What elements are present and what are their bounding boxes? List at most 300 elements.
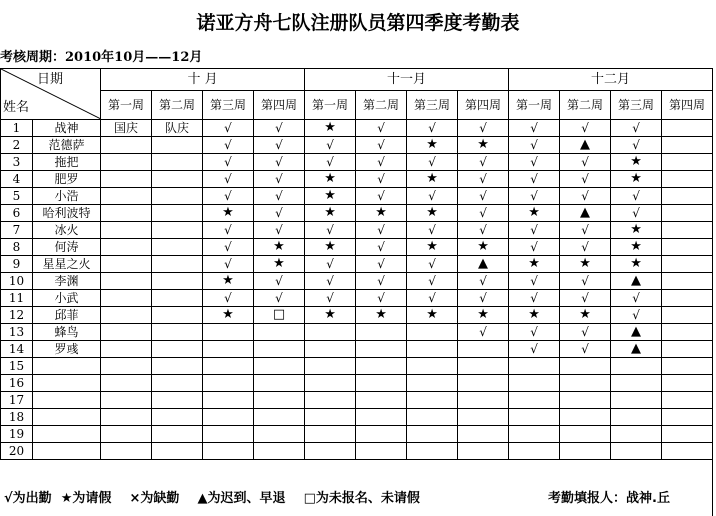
attendance-cell: ★	[407, 171, 458, 188]
member-name: 罗彧	[33, 341, 101, 358]
week-header: 第四周	[254, 91, 305, 120]
attendance-cell	[254, 443, 305, 460]
attendance-cell: ▲	[458, 256, 509, 273]
attendance-cell	[101, 426, 152, 443]
week-header: 第一周	[509, 91, 560, 120]
attendance-cell: ▲	[560, 137, 611, 154]
attendance-cell: ★	[254, 256, 305, 273]
attendance-cell: ★	[203, 205, 254, 222]
attendance-cell: √	[509, 290, 560, 307]
assessment-period: 考核周期：2010年10月——12月	[0, 50, 203, 65]
attendance-table	[0, 68, 713, 460]
attendance-cell	[101, 137, 152, 154]
sheet-right-border	[712, 68, 713, 516]
row-number: 12	[1, 307, 33, 324]
attendance-cell	[662, 307, 713, 324]
attendance-cell: √	[254, 154, 305, 171]
attendance-cell	[662, 443, 713, 460]
attendance-cell: √	[356, 120, 407, 137]
attendance-cell	[101, 154, 152, 171]
member-name: 范德萨	[33, 137, 101, 154]
attendance-cell: √	[509, 341, 560, 358]
attendance-cell	[254, 409, 305, 426]
attendance-cell	[662, 290, 713, 307]
attendance-cell	[356, 375, 407, 392]
attendance-cell	[662, 120, 713, 137]
member-name: 星星之火	[33, 256, 101, 273]
attendance-cell: ★	[203, 273, 254, 290]
attendance-cell	[662, 239, 713, 256]
table-row	[1, 171, 713, 188]
week-header: 第三周	[203, 91, 254, 120]
member-name: 何涛	[33, 239, 101, 256]
attendance-cell	[101, 188, 152, 205]
attendance-cell	[152, 188, 203, 205]
attendance-cell: √	[254, 205, 305, 222]
attendance-cell: √	[458, 188, 509, 205]
attendance-cell: √	[509, 222, 560, 239]
attendance-cell	[407, 375, 458, 392]
attendance-cell: ▲	[611, 273, 662, 290]
row-number: 8	[1, 239, 33, 256]
attendance-cell	[458, 443, 509, 460]
attendance-cell	[611, 358, 662, 375]
attendance-cell: √	[560, 171, 611, 188]
attendance-cell: √	[560, 290, 611, 307]
attendance-cell: □	[254, 307, 305, 324]
table-row	[1, 409, 713, 426]
attendance-cell: √	[254, 171, 305, 188]
attendance-cell: ★	[509, 256, 560, 273]
attendance-cell: √	[203, 188, 254, 205]
table-row	[1, 358, 713, 375]
attendance-cell: √	[254, 290, 305, 307]
attendance-cell	[203, 324, 254, 341]
attendance-cell	[101, 375, 152, 392]
attendance-cell: √	[356, 154, 407, 171]
row-number: 18	[1, 409, 33, 426]
attendance-cell	[152, 307, 203, 324]
attendance-cell	[356, 341, 407, 358]
row-number: 19	[1, 426, 33, 443]
row-number: 16	[1, 375, 33, 392]
table-row	[1, 426, 713, 443]
attendance-cell: ★	[611, 171, 662, 188]
attendance-cell: √	[305, 154, 356, 171]
attendance-cell	[560, 375, 611, 392]
attendance-cell: √	[458, 120, 509, 137]
attendance-cell: 队庆	[152, 120, 203, 137]
member-name: 战神	[33, 120, 101, 137]
attendance-cell: √	[254, 137, 305, 154]
table-row	[1, 273, 713, 290]
row-number: 13	[1, 324, 33, 341]
attendance-cell: √	[458, 290, 509, 307]
attendance-cell	[101, 324, 152, 341]
table-row	[1, 205, 713, 222]
table-row	[1, 341, 713, 358]
attendance-cell	[305, 358, 356, 375]
table-row	[1, 222, 713, 239]
attendance-cell: √	[509, 273, 560, 290]
attendance-cell	[203, 409, 254, 426]
attendance-cell	[305, 409, 356, 426]
attendance-cell: ★	[611, 154, 662, 171]
attendance-cell	[101, 409, 152, 426]
member-name: 蜂鸟	[33, 324, 101, 341]
week-header: 第一周	[305, 91, 356, 120]
attendance-cell: √	[254, 222, 305, 239]
attendance-cell	[305, 341, 356, 358]
attendance-cell	[203, 426, 254, 443]
attendance-cell	[254, 324, 305, 341]
table-row	[1, 256, 713, 273]
attendance-cell: √	[458, 171, 509, 188]
attendance-cell	[611, 375, 662, 392]
attendance-cell	[254, 341, 305, 358]
attendance-cell: √	[509, 171, 560, 188]
attendance-cell	[407, 324, 458, 341]
table-row	[1, 307, 713, 324]
attendance-cell	[152, 290, 203, 307]
row-number: 4	[1, 171, 33, 188]
table-row	[1, 443, 713, 460]
attendance-cell	[254, 392, 305, 409]
attendance-cell	[101, 222, 152, 239]
attendance-cell: √	[509, 188, 560, 205]
attendance-cell	[203, 392, 254, 409]
attendance-cell: ★	[305, 171, 356, 188]
attendance-cell: √	[509, 120, 560, 137]
row-number: 6	[1, 205, 33, 222]
attendance-cell: √	[611, 290, 662, 307]
attendance-cell	[509, 375, 560, 392]
attendance-cell	[101, 205, 152, 222]
row-number: 10	[1, 273, 33, 290]
attendance-cell	[662, 137, 713, 154]
month-header-oct: 十 月	[101, 69, 305, 91]
row-number: 1	[1, 120, 33, 137]
attendance-cell: √	[305, 290, 356, 307]
attendance-cell	[509, 392, 560, 409]
week-header: 第二周	[356, 91, 407, 120]
attendance-cell: √	[407, 273, 458, 290]
member-name: 拖把	[33, 154, 101, 171]
attendance-cell: √	[560, 188, 611, 205]
member-name: 哈利波特	[33, 205, 101, 222]
attendance-cell: ▲	[611, 341, 662, 358]
member-name: 小武	[33, 290, 101, 307]
table-row	[1, 188, 713, 205]
attendance-cell: √	[458, 324, 509, 341]
attendance-cell: √	[611, 120, 662, 137]
attendance-cell	[458, 358, 509, 375]
attendance-cell	[254, 358, 305, 375]
attendance-cell	[356, 392, 407, 409]
attendance-cell	[152, 137, 203, 154]
attendance-cell	[101, 273, 152, 290]
member-name	[33, 409, 101, 426]
attendance-cell	[407, 443, 458, 460]
attendance-cell	[152, 324, 203, 341]
attendance-cell	[662, 205, 713, 222]
attendance-cell: √	[407, 222, 458, 239]
attendance-cell	[611, 409, 662, 426]
attendance-cell	[560, 358, 611, 375]
row-number: 20	[1, 443, 33, 460]
month-header-nov: 十一月	[305, 69, 509, 91]
attendance-cell: ★	[458, 307, 509, 324]
attendance-cell: √	[509, 324, 560, 341]
attendance-cell: ▲	[560, 205, 611, 222]
attendance-cell: ★	[305, 239, 356, 256]
attendance-cell	[560, 409, 611, 426]
week-header: 第二周	[560, 91, 611, 120]
attendance-cell: √	[305, 256, 356, 273]
attendance-cell: √	[611, 205, 662, 222]
table-row	[1, 324, 713, 341]
attendance-cell	[152, 239, 203, 256]
attendance-cell	[662, 358, 713, 375]
attendance-cell	[662, 341, 713, 358]
row-number: 5	[1, 188, 33, 205]
attendance-cell	[101, 358, 152, 375]
attendance-cell: ★	[611, 222, 662, 239]
attendance-cell: ★	[560, 307, 611, 324]
attendance-cell: √	[458, 222, 509, 239]
legend-late: ▲为迟到、早退	[197, 491, 286, 506]
row-number: 15	[1, 358, 33, 375]
attendance-cell: √	[407, 188, 458, 205]
attendance-cell	[662, 171, 713, 188]
week-header: 第二周	[152, 91, 203, 120]
attendance-cell: √	[356, 256, 407, 273]
attendance-cell	[662, 273, 713, 290]
row-number: 11	[1, 290, 33, 307]
attendance-cell: ★	[305, 188, 356, 205]
attendance-cell: ★	[305, 205, 356, 222]
attendance-cell	[101, 290, 152, 307]
attendance-cell	[560, 426, 611, 443]
reporter: 考勤填报人：战神.丘	[548, 491, 670, 506]
attendance-cell	[458, 426, 509, 443]
attendance-cell: ★	[407, 205, 458, 222]
attendance-cell	[407, 426, 458, 443]
attendance-cell: ★	[356, 307, 407, 324]
attendance-cell	[101, 171, 152, 188]
week-header: 第三周	[611, 91, 662, 120]
attendance-cell	[509, 443, 560, 460]
attendance-cell	[203, 358, 254, 375]
attendance-cell: √	[356, 273, 407, 290]
attendance-cell: √	[560, 120, 611, 137]
member-name: 冰火	[33, 222, 101, 239]
attendance-cell: √	[407, 290, 458, 307]
attendance-cell: √	[407, 120, 458, 137]
attendance-cell: √	[356, 188, 407, 205]
attendance-cell: √	[356, 222, 407, 239]
attendance-cell	[662, 375, 713, 392]
attendance-cell	[152, 205, 203, 222]
attendance-cell: √	[203, 120, 254, 137]
week-header: 第一周	[101, 91, 152, 120]
attendance-cell	[305, 426, 356, 443]
attendance-cell: √	[203, 171, 254, 188]
week-header: 第四周	[458, 91, 509, 120]
attendance-cell	[152, 273, 203, 290]
member-name: 肥罗	[33, 171, 101, 188]
attendance-cell: √	[254, 188, 305, 205]
attendance-cell: ★	[254, 239, 305, 256]
member-name	[33, 392, 101, 409]
attendance-cell: ★	[458, 239, 509, 256]
attendance-cell: ★	[203, 307, 254, 324]
attendance-cell: √	[611, 137, 662, 154]
attendance-cell	[254, 426, 305, 443]
attendance-cell	[458, 392, 509, 409]
row-number: 14	[1, 341, 33, 358]
attendance-cell	[101, 307, 152, 324]
attendance-cell: √	[407, 256, 458, 273]
attendance-cell: √	[509, 154, 560, 171]
attendance-cell: √	[509, 239, 560, 256]
attendance-cell	[101, 239, 152, 256]
attendance-cell	[662, 426, 713, 443]
attendance-cell	[152, 426, 203, 443]
row-number: 17	[1, 392, 33, 409]
attendance-cell	[662, 222, 713, 239]
legend-leave: ★为请假	[60, 491, 112, 506]
attendance-cell: √	[305, 137, 356, 154]
attendance-cell: √	[203, 290, 254, 307]
attendance-cell	[101, 256, 152, 273]
attendance-cell	[611, 392, 662, 409]
attendance-cell	[203, 443, 254, 460]
member-name	[33, 426, 101, 443]
attendance-cell	[458, 341, 509, 358]
attendance-cell	[152, 443, 203, 460]
table-row	[1, 290, 713, 307]
attendance-cell: ★	[305, 307, 356, 324]
attendance-cell	[560, 392, 611, 409]
table-row	[1, 392, 713, 409]
attendance-cell	[356, 358, 407, 375]
attendance-cell	[305, 324, 356, 341]
attendance-cell: ★	[611, 239, 662, 256]
attendance-cell: √	[305, 273, 356, 290]
attendance-cell: 国庆	[101, 120, 152, 137]
attendance-cell	[152, 409, 203, 426]
attendance-cell: ★	[407, 239, 458, 256]
attendance-cell: √	[407, 154, 458, 171]
member-name: 邱菲	[33, 307, 101, 324]
attendance-cell	[662, 154, 713, 171]
attendance-cell: √	[458, 273, 509, 290]
name-header: 姓名	[3, 100, 30, 115]
attendance-cell	[305, 392, 356, 409]
attendance-cell: ★	[305, 120, 356, 137]
attendance-cell	[101, 392, 152, 409]
attendance-cell	[611, 443, 662, 460]
month-header-dec: 十二月	[509, 69, 713, 91]
attendance-cell: √	[254, 273, 305, 290]
attendance-cell: √	[203, 239, 254, 256]
attendance-cell	[407, 392, 458, 409]
attendance-cell	[152, 358, 203, 375]
attendance-cell: ▲	[611, 324, 662, 341]
attendance-cell: √	[560, 154, 611, 171]
attendance-cell	[356, 443, 407, 460]
attendance-cell: ★	[560, 256, 611, 273]
attendance-cell: ★	[407, 137, 458, 154]
attendance-cell: √	[203, 256, 254, 273]
attendance-cell: ★	[407, 307, 458, 324]
attendance-cell	[305, 375, 356, 392]
member-name: 李渊	[33, 273, 101, 290]
attendance-cell: √	[203, 222, 254, 239]
table-row	[1, 154, 713, 171]
row-number: 9	[1, 256, 33, 273]
week-header: 第三周	[407, 91, 458, 120]
page-title: 诺亚方舟七队注册队员第四季度考勤表	[196, 12, 520, 34]
attendance-cell: √	[356, 137, 407, 154]
attendance-cell	[662, 324, 713, 341]
legend-present: √为出勤	[4, 491, 52, 506]
attendance-cell	[305, 443, 356, 460]
attendance-cell	[203, 341, 254, 358]
legend-absent: ×为缺勤	[129, 491, 180, 506]
attendance-cell: √	[611, 307, 662, 324]
table-row	[1, 239, 713, 256]
attendance-cell	[458, 409, 509, 426]
attendance-cell: √	[356, 239, 407, 256]
attendance-cell	[356, 426, 407, 443]
attendance-cell	[152, 256, 203, 273]
attendance-cell: √	[560, 324, 611, 341]
attendance-cell	[152, 375, 203, 392]
attendance-cell: √	[560, 239, 611, 256]
table-row	[1, 375, 713, 392]
attendance-cell: √	[356, 290, 407, 307]
attendance-cell	[662, 188, 713, 205]
attendance-cell: √	[458, 154, 509, 171]
attendance-cell	[458, 375, 509, 392]
attendance-cell	[509, 358, 560, 375]
header-corner	[1, 69, 101, 120]
attendance-cell: √	[560, 341, 611, 358]
member-name	[33, 375, 101, 392]
table-row	[1, 137, 713, 154]
attendance-cell: √	[305, 222, 356, 239]
attendance-cell: √	[611, 188, 662, 205]
attendance-cell: ★	[509, 205, 560, 222]
attendance-cell: √	[203, 154, 254, 171]
attendance-cell	[509, 426, 560, 443]
attendance-cell	[662, 409, 713, 426]
date-header: 日期	[37, 72, 64, 87]
attendance-cell	[152, 222, 203, 239]
attendance-cell	[101, 341, 152, 358]
attendance-cell: √	[560, 273, 611, 290]
attendance-cell	[152, 392, 203, 409]
attendance-cell: ★	[356, 205, 407, 222]
attendance-cell	[356, 324, 407, 341]
attendance-cell: √	[356, 171, 407, 188]
row-number: 2	[1, 137, 33, 154]
attendance-cell	[662, 392, 713, 409]
attendance-cell	[203, 375, 254, 392]
member-name: 小浩	[33, 188, 101, 205]
